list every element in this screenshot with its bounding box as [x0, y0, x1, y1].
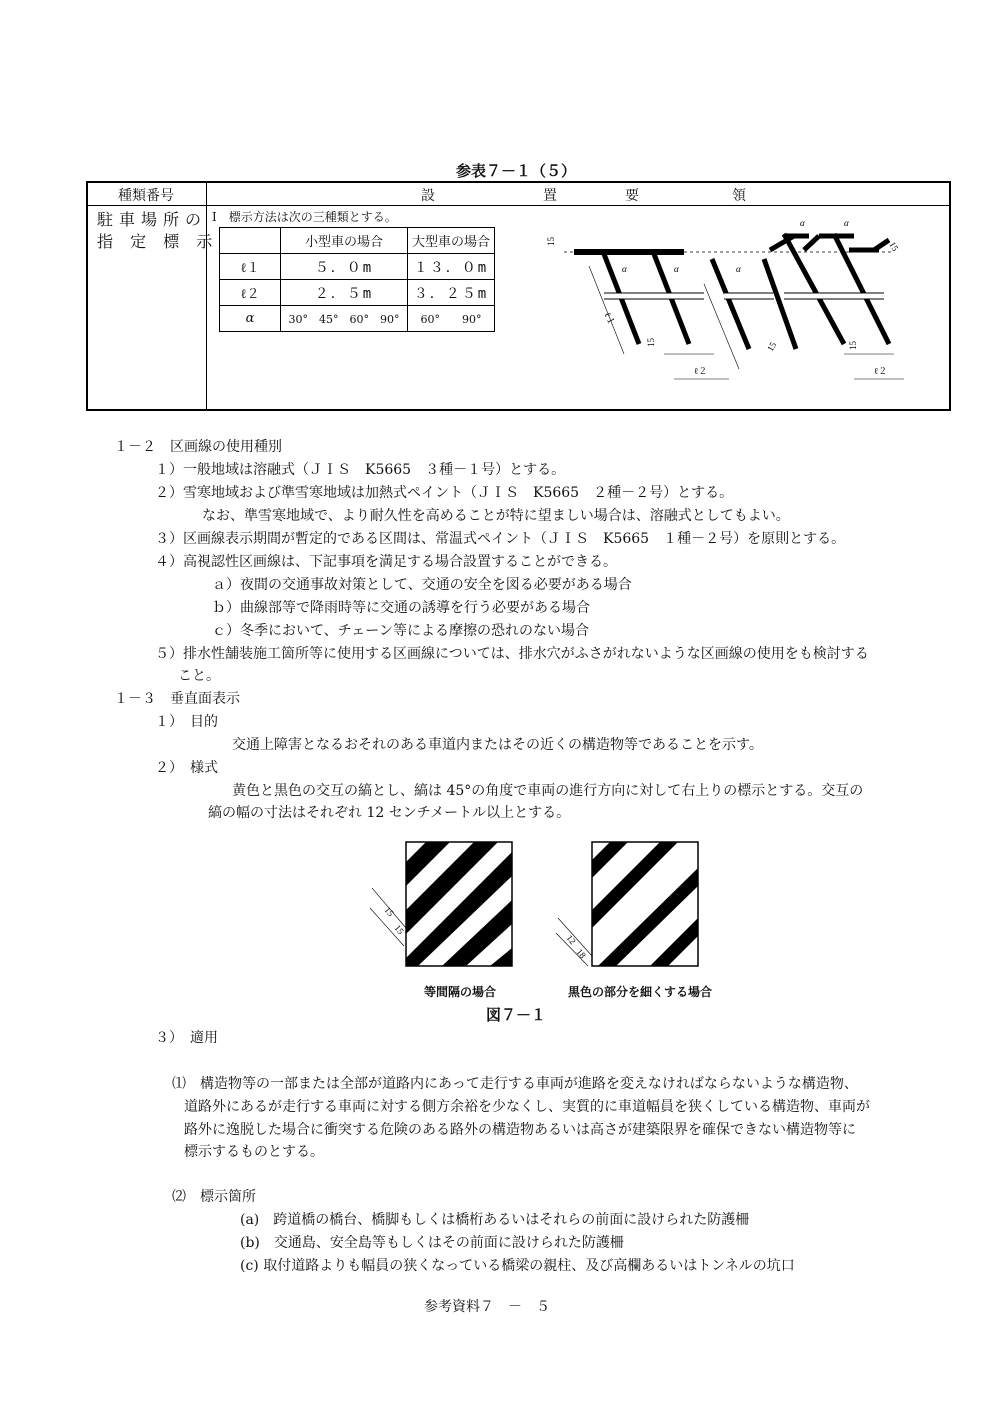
- stripe-dim-label: 15: [382, 904, 396, 919]
- application-line: 標示するものとする。: [184, 1144, 324, 1160]
- purpose-text: 交通上障害となるおそれのある車道内またはその近くの構造物等であることを示す。: [232, 737, 763, 753]
- alpha-label: α: [674, 264, 679, 274]
- application-title: ３） 適用: [155, 1030, 218, 1046]
- stripe-panel-thin-black: [592, 842, 698, 966]
- section-1-3-heading: １－３ 垂直面表示: [114, 691, 240, 707]
- header-char-3: 要: [625, 188, 639, 204]
- list-item: ５）排水性舗装施工箇所等に使用する区画線については、排水穴がふさがれないような区画線の使用をも検討する: [155, 646, 869, 662]
- dim-row-label: α: [220, 306, 281, 332]
- marking-locations-title: ⑵ 標示箇所: [172, 1189, 256, 1205]
- l2-label: ℓ２: [874, 366, 888, 376]
- dim-label-15: 15: [546, 237, 556, 246]
- alpha-label: α: [800, 218, 805, 228]
- dim-row-label: ℓ１: [220, 254, 281, 280]
- table-caption: 参表７－１（５）: [456, 162, 577, 180]
- table-row: [220, 254, 495, 280]
- dim-row-small: ５．０m: [281, 254, 408, 280]
- dim-label-15: 15: [887, 240, 901, 253]
- dim-label-15: 15: [848, 341, 858, 350]
- table-row: [220, 306, 495, 332]
- style-text: 縞の幅の寸法はそれぞれ 12 センチメートル以上とする。: [208, 805, 571, 821]
- figure-title: 図７－１: [486, 1006, 547, 1024]
- dim-row-small: ２．５m: [281, 280, 408, 306]
- dim-row-label: ℓ２: [220, 280, 281, 306]
- stripe-dim-label: 18: [574, 946, 588, 961]
- list-item: こと。: [178, 668, 220, 684]
- header-char-2: 置: [543, 188, 557, 204]
- list-item: ａ）夜間の交通事故対策として、交通の安全を図る必要がある場合: [212, 577, 632, 593]
- category-line-2: 指 定 標 示: [97, 232, 219, 251]
- list-item: ｂ）曲線部等で降雨時等に交通の誘導を行う必要がある場合: [212, 600, 590, 616]
- parking-marking-diagram: [544, 214, 914, 394]
- l1-label: ℓ１: [602, 310, 617, 327]
- page-footer: 参考資料７ － ５: [424, 1299, 550, 1315]
- dim-label-15: 15: [765, 340, 779, 353]
- style-text: 黄色と黒色の交互の縞とし、縞は 45°の角度で車両の進行方向に対して右上りの標示とする。交互の: [232, 783, 864, 799]
- table-row: [220, 228, 495, 254]
- table-intro: I 標示方法は次の三種類とする。: [212, 210, 397, 224]
- dim-header-empty: [220, 228, 281, 254]
- header-char-4: 領: [732, 188, 746, 204]
- list-item: ２）雪寒地域および準雪寒地域は加熱式ペイント（ＪＩＳ K5665 ２種－２号）とする。: [155, 485, 734, 501]
- application-line: 路外に逸脱した場合に衝突する危険のある路外の構造物あるいは高さが建築限界を確保できない構造物等に: [184, 1122, 856, 1138]
- stripe-dim-label: 12: [564, 932, 578, 947]
- header-type-number: 種類番号: [118, 188, 174, 204]
- list-item: ｃ）冬季において、チェーン等による摩擦の恐れのない場合: [212, 623, 590, 639]
- dim-row-large: 60° 90°: [408, 306, 495, 332]
- list-item: (c) 取付道路よりも幅員の狭くなっている橋梁の親柱、及び高欄あるいはトンネルの坑口: [240, 1258, 795, 1274]
- list-item: (b) 交通島、安全島等もしくはその前面に設けられた防護柵: [240, 1235, 624, 1251]
- dim-row-large: １３．０m: [408, 254, 495, 280]
- list-item: ３）区画線表示期間が暫定的である区間は、常温式ペイント（ＪＩＳ K5665 １種－２号）を原則とする。: [155, 531, 846, 547]
- l2-label: ℓ２: [694, 366, 708, 376]
- list-item: (a) 跨道橋の橋台、橋脚もしくは橋桁あるいはそれらの前面に設けられた防護柵: [240, 1212, 750, 1228]
- stripe-dim-label: 15: [392, 922, 406, 937]
- alpha-label: α: [622, 264, 627, 274]
- category-line-1: 駐車場所の: [97, 210, 208, 229]
- list-item: ４）高視認性区画線は、下記事項を満足する場合設置することができる。: [155, 554, 617, 570]
- section-1-2-heading: １－２ 区画線の使用種別: [114, 439, 282, 455]
- stripe-panel-equal: [406, 842, 512, 966]
- dim-label-15: 15: [646, 338, 656, 347]
- alpha-label: α: [736, 264, 741, 274]
- purpose-title: １） 目的: [155, 714, 218, 730]
- figure-caption-left: 等間隔の場合: [424, 985, 497, 999]
- dim-row-large: ３．２５m: [408, 280, 495, 306]
- dim-row-small: 30° 45° 60° 90°: [281, 306, 408, 332]
- table-header-divider: [88, 205, 949, 206]
- alpha-label: α: [844, 218, 849, 228]
- dim-header-small: 小型車の場合: [281, 228, 408, 254]
- figure-caption-right: 黒色の部分を細くする場合: [568, 985, 713, 999]
- application-line: ⑴ 構造物等の一部または全部が道路内にあって走行する車両が進路を変えなければならないような構造物、: [172, 1076, 858, 1092]
- header-char-1: 設: [421, 188, 435, 204]
- list-item: なお、準雪寒地域で、より耐久性を高めることが特に望ましい場合は、溶融式としてもよい。: [202, 508, 790, 524]
- table-row: [220, 280, 495, 306]
- application-line: 道路外にあるが走行する車両に対する側方余裕を少なくし、実質的に車道幅員を狭くしている構造物、車両が: [184, 1099, 870, 1115]
- dimension-table: [219, 227, 495, 332]
- list-item: １）一般地域は溶融式（ＪＩＳ K5665 ３種－１号）とする。: [155, 462, 566, 478]
- dim-header-large: 大型車の場合: [408, 228, 495, 254]
- style-title: ２） 様式: [155, 760, 218, 776]
- break-marks: [604, 293, 884, 299]
